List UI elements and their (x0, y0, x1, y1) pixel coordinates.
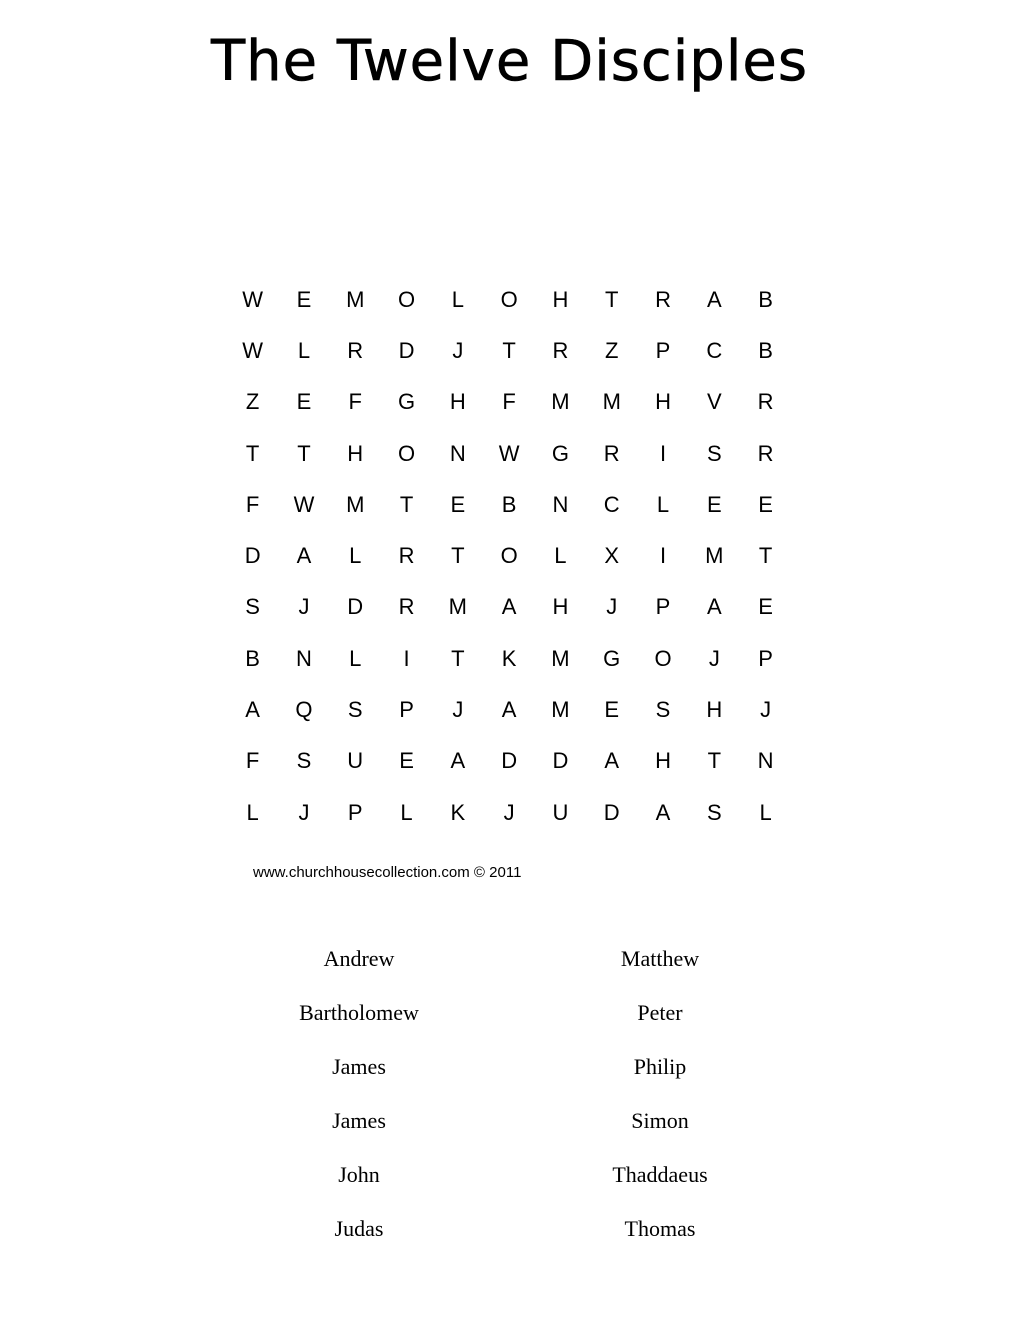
grid-letter: N (757, 748, 774, 774)
grid-letter: O (654, 645, 672, 671)
grid-letter: U (552, 799, 569, 825)
grid-letter: L (656, 491, 670, 517)
grid-letter: R (603, 440, 620, 466)
grid-letter: R (552, 337, 569, 363)
word-search-grid (227, 274, 791, 838)
grid-letter: D (501, 748, 518, 774)
grid-letter: E (758, 491, 773, 517)
word-list-item: Andrew (323, 946, 395, 971)
grid-letter: G (603, 645, 621, 671)
word-list-item: Simon (631, 1108, 689, 1133)
grid-letter: N (296, 645, 312, 671)
word-list-item: Peter (637, 1000, 683, 1025)
grid-letter: N (552, 491, 569, 517)
grid-letter: E (399, 748, 414, 774)
grid-letter: S (706, 440, 722, 466)
grid-letter: T (399, 491, 414, 517)
grid-letter: A (706, 286, 722, 312)
grid-letter: I (403, 645, 410, 671)
grid-letter: T (245, 440, 260, 466)
grid-letter: S (296, 748, 312, 774)
grid-letter: M (346, 491, 365, 517)
grid-letter: O (397, 286, 416, 312)
grid-letter: M (551, 389, 570, 415)
grid-letter: M (602, 389, 621, 415)
grid-letter: A (296, 543, 312, 569)
grid-letter: K (501, 645, 517, 671)
grid-letter: D (347, 594, 364, 620)
grid-letter: J (452, 697, 464, 723)
grid-letter: L (400, 799, 413, 825)
grid-letter: N (449, 440, 466, 466)
grid-letter: F (245, 748, 260, 774)
word-list-item: Thaddaeus (612, 1162, 708, 1187)
grid-letter: T (297, 440, 311, 466)
grid-letter: M (705, 543, 724, 569)
grid-letter: L (554, 543, 567, 569)
grid-letter: T (707, 748, 722, 774)
grid-letter: R (757, 440, 774, 466)
word-list-item: Judas (334, 1216, 384, 1241)
grid-letter: A (245, 697, 260, 723)
grid-letter: S (655, 697, 671, 723)
grid-letter: E (296, 389, 312, 415)
word-list-right-column (540, 940, 780, 1264)
grid-letter: R (347, 337, 364, 363)
grid-letter: O (397, 440, 416, 466)
grid-letter: A (501, 697, 517, 723)
grid-letter: H (552, 594, 569, 620)
grid-letter: H (552, 286, 569, 312)
grid-letter: L (451, 286, 464, 312)
grid-letter: B (501, 491, 517, 517)
grid-letter: T (758, 543, 773, 569)
grid-letter: M (346, 286, 365, 312)
grid-letter: Q (295, 697, 313, 723)
grid-letter: E (296, 286, 312, 312)
grid-letter: J (606, 594, 618, 620)
grid-letter: H (655, 748, 671, 774)
copyright-notice: www.churchhousecollection.com © 2011 (253, 864, 522, 881)
grid-letter: J (503, 799, 515, 825)
grid-letter: D (398, 337, 415, 363)
grid-letter: K (450, 799, 466, 825)
grid-letter: R (655, 286, 671, 312)
grid-letter: W (242, 286, 264, 312)
grid-letter: B (758, 286, 773, 312)
grid-letter: J (452, 337, 464, 363)
grid-letter: M (448, 594, 467, 620)
grid-letter: H (449, 389, 466, 415)
grid-letter: D (552, 748, 569, 774)
grid-letter: D (244, 543, 261, 569)
grid-letter: R (757, 389, 774, 415)
grid-letter: L (246, 799, 259, 825)
grid-letter: I (659, 440, 667, 466)
word-list-item: Bartholomew (299, 1000, 419, 1025)
grid-letter: A (450, 748, 466, 774)
grid-letter: J (760, 697, 772, 723)
grid-letter: B (758, 337, 773, 363)
grid-letter: R (398, 594, 415, 620)
grid-letter: P (655, 594, 671, 620)
grid-letter: W (498, 440, 520, 466)
grid-letter: I (659, 543, 667, 569)
grid-letter: A (655, 799, 671, 825)
grid-letter: L (349, 645, 362, 671)
grid-letter: O (500, 543, 518, 569)
grid-letter: P (347, 799, 363, 825)
grid-letter: J (298, 594, 310, 620)
grid-letter: W (293, 491, 315, 517)
grid-letter: E (706, 491, 722, 517)
word-list-left-column (239, 940, 479, 1264)
grid-letter: F (502, 389, 516, 415)
grid-letter: H (706, 697, 723, 723)
grid-letter: A (706, 594, 722, 620)
grid-letter: X (604, 543, 620, 569)
grid-letter: F (245, 491, 260, 517)
grid-letter: R (398, 543, 415, 569)
grid-letter: C (603, 491, 620, 517)
grid-letter: A (604, 748, 620, 774)
grid-letter: P (758, 645, 773, 671)
grid-letter: G (397, 389, 416, 415)
grid-letter: E (450, 491, 466, 517)
grid-letter: V (706, 389, 722, 415)
grid-letter: O (500, 286, 518, 312)
word-list-item: Matthew (620, 946, 700, 971)
grid-letter: L (759, 799, 772, 825)
word-list-item: James (332, 1108, 386, 1133)
grid-letter: P (655, 337, 671, 363)
grid-letter: T (451, 543, 465, 569)
grid-letter: U (347, 748, 364, 774)
grid-letter: C (706, 337, 723, 363)
grid-letter: G (551, 440, 569, 466)
grid-letter: M (551, 645, 570, 671)
grid-letter: T (502, 337, 516, 363)
word-list-item: John (338, 1162, 380, 1187)
grid-letter: T (605, 286, 619, 312)
grid-letter: B (245, 645, 260, 671)
word-list-item: Philip (633, 1054, 687, 1079)
grid-letter: W (242, 337, 264, 363)
grid-letter: E (604, 697, 620, 723)
grid-letter: M (551, 697, 570, 723)
word-list-item: James (332, 1054, 386, 1079)
grid-letter: L (349, 543, 362, 569)
grid-letter: L (297, 337, 311, 363)
grid-letter: T (451, 645, 465, 671)
page-title: The Twelve Disciples (210, 29, 809, 94)
grid-letter: S (347, 697, 363, 723)
grid-letter: Z (245, 389, 260, 415)
grid-letter: J (708, 645, 720, 671)
grid-letter: D (603, 799, 620, 825)
grid-letter: A (501, 594, 517, 620)
grid-letter: F (348, 389, 362, 415)
grid-letter: S (706, 799, 722, 825)
grid-letter: Z (605, 337, 619, 363)
grid-letter: P (399, 697, 414, 723)
grid-letter: E (758, 594, 773, 620)
grid-letter: H (347, 440, 364, 466)
grid-letter: S (245, 594, 260, 620)
grid-letter: J (298, 799, 310, 825)
grid-letter: H (655, 389, 671, 415)
word-list-item: Thomas (624, 1216, 696, 1241)
